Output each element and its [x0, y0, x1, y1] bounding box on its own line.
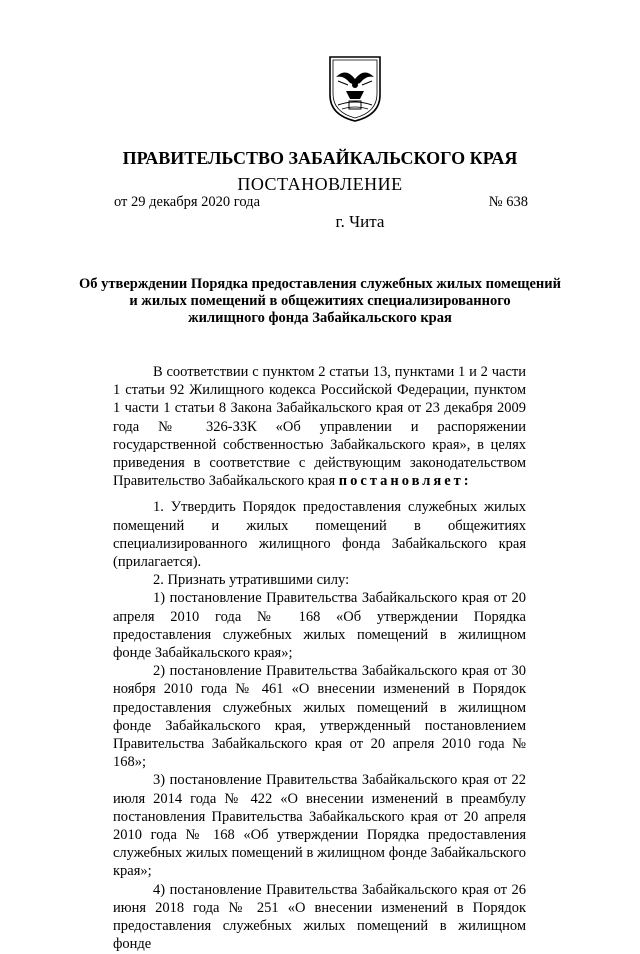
- preamble-paragraph: [113, 363, 526, 490]
- list-item-2: 2) постановление Правительства Забайкальского края от 30 ноября 2010 года № 461 «О внесении изменений в Порядок предоставления служебных жилых помещений в жилищном фонде Забайкальского края, утвержденный постановлением Правительства Забайкальского края от 20 апреля 2010 года № 168»;: [113, 663, 526, 771]
- paragraph-2: 2. Признать утратившими силу:: [153, 572, 350, 589]
- document-date: от 29 декабря 2020 года: [114, 194, 260, 210]
- government-name: ПРАВИТЕЛЬСТВО ЗАБАЙКАЛЬСКОГО КРАЯ: [122, 148, 518, 168]
- document-title: [0, 276, 640, 327]
- document-type: ПОСТАНОВЛЕНИЕ: [237, 174, 403, 194]
- city: г. Чита: [335, 212, 385, 231]
- coat-of-arms-emblem-icon: [326, 55, 384, 123]
- decree-word: постановляет:: [338, 473, 472, 490]
- list-item-4: 4) постановление Правительства Забайкальского края от 26 июня 2018 года № 251 «О внесении изменений в Порядок предоставления служебных жилых помещений в жилищном фонде: [113, 881, 526, 953]
- preamble-text: В соответствии с пунктом 2 статьи 13, пунктами 1 и 2 части 1 статьи 92 Жилищного кодекса Российской Федерации, пунктом 1 части 1 статьи 8 Закона Забайкальского края от 23 декабря 2009 года № 326-ЗЗК «Об управлении и распоряжении государственной собственностью Забайкальского края», в целях приведения в соответствие с действующим законодательством Правительство Забайкальского края: [113, 364, 526, 490]
- title-line-2: и жилых помещений в общежитиях специализированного: [129, 293, 511, 309]
- document-body: [113, 363, 526, 954]
- title-line-1: Об утверждении Порядка предоставления служебных жилых помещений: [78, 276, 561, 292]
- list-item-1: 1) постановление Правительства Забайкальского края от 20 апреля 2010 года № 168 «Об утверждении Порядка предоставления служебных жилых помещений в жилищном фонде Забайкальского края»;: [113, 590, 526, 662]
- list-item-3: 3) постановление Правительства Забайкальского края от 22 июля 2014 года № 422 «О внесении изменений в преамбулу постановления Правительства Забайкальского края от 20 апреля 2010 года № 168 «Об утверждении Порядка предоставления служебных жилых помещений в жилищном фонде Забайкальского края»;: [113, 772, 526, 880]
- document-number: № 638: [488, 194, 528, 210]
- title-line-3: жилищного фонда Забайкальского края: [188, 310, 452, 326]
- paragraph-1: 1. Утвердить Порядок предоставления служебных жилых помещений и жилых помещений в общежитиях специализированного жилищного фонда Забайкальского края (прилагается).: [113, 499, 526, 571]
